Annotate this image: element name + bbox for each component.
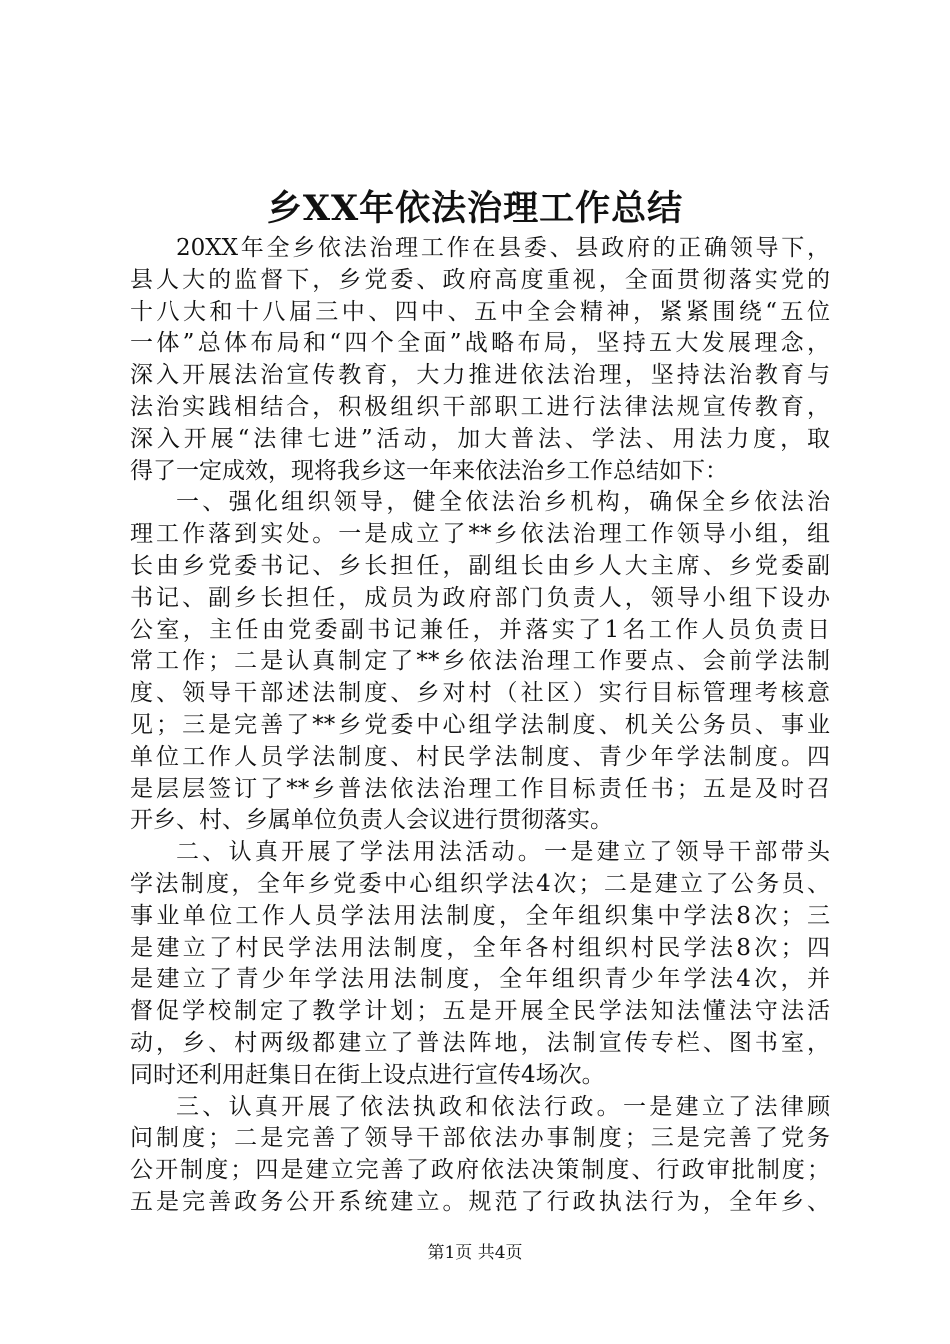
body-line: 深入开展“法律七进”活动，加大普法、学法、用法力度，取 xyxy=(130,425,830,452)
body-line: 五是完善政务公开系统建立。规范了行政执法行为，全年乡、 xyxy=(130,1188,830,1215)
body-line: 20XX年全乡依法治理工作在县委、县政府的正确领导下， xyxy=(176,235,830,261)
body-line: 县人大的监督下，乡党委、政府高度重视，全面贯彻落实党的 xyxy=(130,266,830,293)
body-line: 问制度；二是完善了领导干部依法办事制度；三是完善了党务 xyxy=(130,1125,830,1152)
body-line: 长由乡党委书记、乡长担任，副组长由乡人大主席、乡党委副 xyxy=(130,552,830,579)
body-line: 督促学校制定了教学计划；五是开展全民学法知法懂法守法活 xyxy=(130,998,830,1025)
body-line: 十八大和十八届三中、四中、五中全会精神，紧紧围绕“五位 xyxy=(130,298,830,325)
body-line: 度、领导干部述法制度、乡对村（社区）实行目标管理考核意 xyxy=(130,680,830,707)
page-number-footer: 第1页 共4页 xyxy=(427,1243,523,1263)
body-line: 常工作；二是认真制定了**乡依法治理工作要点、会前学法制 xyxy=(130,648,830,675)
body-line: 三、认真开展了依法执政和依法行政。一是建立了法律顾 xyxy=(176,1093,830,1120)
document-body xyxy=(130,233,830,1219)
body-line: 是层层签订了**乡普法依法治理工作目标责任书；五是及时召 xyxy=(130,775,830,802)
body-line: 公室，主任由党委副书记兼任，并落实了1名工作人员负责日 xyxy=(130,616,830,643)
body-line: 得了一定成效，现将我乡这一年来依法治乡工作总结如下： xyxy=(130,457,728,484)
body-line: 理工作落到实处。一是成立了**乡依法治理工作领导小组，组 xyxy=(130,521,830,548)
body-line: 深入开展法治宣传教育，大力推进依法治理，坚持法治教育与 xyxy=(130,362,830,389)
body-line: 学法制度，全年乡党委中心组织学法4次；二是建立了公务员、 xyxy=(130,870,830,897)
body-line: 二、认真开展了学法用法活动。一是建立了领导干部带头 xyxy=(176,839,830,866)
body-line: 书记、副乡长担任，成员为政府部门负责人，领导小组下设办 xyxy=(130,584,830,611)
body-line: 事业单位工作人员学法用法制度，全年组织集中学法8次；三 xyxy=(130,902,830,929)
body-line: 是建立了青少年学法用法制度，全年组织青少年学法4次，并 xyxy=(130,966,830,993)
body-line: 公开制度；四是建立完善了政府依法决策制度、行政审批制度； xyxy=(130,1157,830,1184)
body-line: 单位工作人员学法制度、村民学法制度、青少年学法制度。四 xyxy=(130,743,830,770)
body-line: 一、强化组织领导，健全依法治乡机构，确保全乡依法治 xyxy=(176,489,830,516)
body-line: 动，乡、村两级都建立了普法阵地，法制宣传专栏、图书室， xyxy=(130,1029,830,1056)
body-line: 法治实践相结合，积极组织干部职工进行法律法规宣传教育， xyxy=(130,393,830,420)
body-line: 是建立了村民学法用法制度，全年各村组织村民学法8次；四 xyxy=(130,934,830,961)
body-line: 同时还利用赶集日在街上设点进行宣传4场次。 xyxy=(130,1061,605,1088)
body-line: 见；三是完善了**乡党委中心组学法制度、机关公务员、事业 xyxy=(130,711,830,738)
body-line: 开乡、村、乡属单位负责人会议进行贯彻落实。 xyxy=(130,807,613,834)
body-line: 一体”总体布局和“四个全面”战略布局，坚持五大发展理念， xyxy=(130,330,830,357)
document-title: 乡XX年依法治理工作总结 xyxy=(266,188,684,229)
